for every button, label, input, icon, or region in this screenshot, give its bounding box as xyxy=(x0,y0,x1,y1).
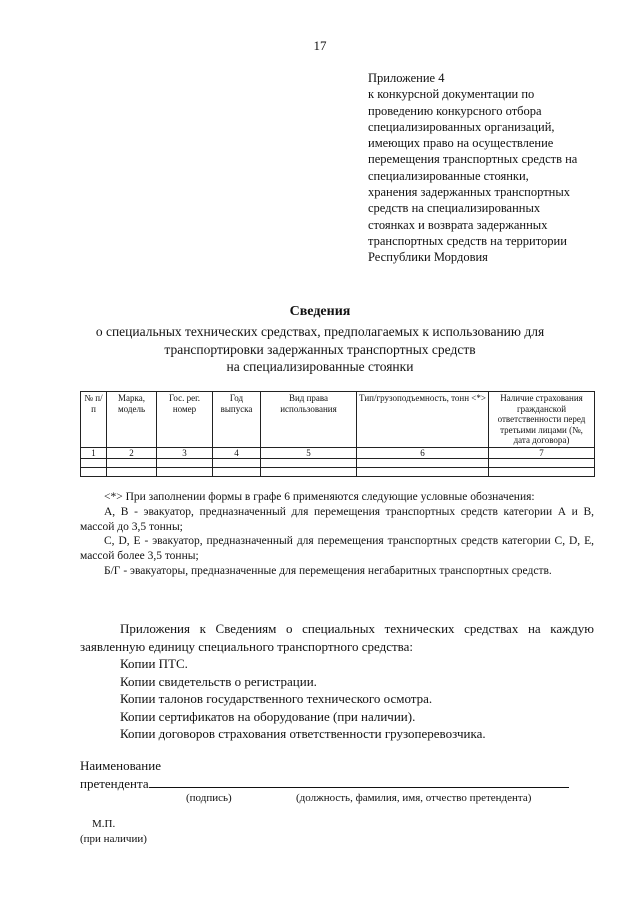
appendix-line: специализированные стоянки, xyxy=(368,168,529,183)
column-header: Гос. рег. номер xyxy=(157,392,213,448)
column-number: 4 xyxy=(213,447,261,458)
table-cell xyxy=(261,467,357,476)
column-number: 7 xyxy=(489,447,595,458)
appendix-header xyxy=(368,70,618,266)
table-row xyxy=(81,458,595,467)
form-notes xyxy=(80,490,594,579)
table-row xyxy=(81,467,595,476)
document-title: Сведения xyxy=(289,304,351,319)
appendix-line: имеющих право на осуществление xyxy=(368,136,554,151)
stamp-label: М.П. xyxy=(92,818,116,830)
attachment-item: Копии свидетельств о регистрации. xyxy=(120,673,317,689)
stamp-note: (при наличии) xyxy=(80,833,147,845)
column-number-row xyxy=(81,447,595,458)
attachment-item: Копии ПТС. xyxy=(120,656,188,671)
table-cell xyxy=(157,458,213,467)
column-number: 6 xyxy=(357,447,489,458)
page-number: 17 xyxy=(313,38,327,53)
note-item: А, В - эвакуатор, предназначенный для перемещения транспортных средств категории А и В, массой до 3,5 тонны; xyxy=(80,505,594,533)
subtitle-line: о специальных технических средствах, предполагаемых к использованию для xyxy=(95,324,545,339)
table-cell xyxy=(357,458,489,467)
appendix-line: специализированных организаций, xyxy=(368,119,555,134)
table-cell xyxy=(107,467,157,476)
appendix-line: перемещения транспортных средств на xyxy=(368,152,578,167)
column-number: 1 xyxy=(81,447,107,458)
table-header-row xyxy=(81,392,595,448)
column-header: Марка, модель xyxy=(107,392,157,448)
vehicles-table xyxy=(80,391,595,477)
appendix-line: к конкурсной документации по xyxy=(368,87,535,102)
column-number: 3 xyxy=(157,447,213,458)
applicant-label: Наименование xyxy=(80,758,161,773)
applicant-line xyxy=(80,774,569,792)
column-header: № п/п xyxy=(81,392,107,448)
column-number: 5 xyxy=(261,447,357,458)
applicant-block xyxy=(80,757,569,792)
subtitle-line: на специализированные стоянки xyxy=(226,359,414,374)
note-item: Б/Г - эвакуаторы, предназначенные для перемещения негабаритных транспортных средств. xyxy=(104,564,552,577)
subtitle-line: транспортировки задержанных транспортных средств xyxy=(164,341,476,357)
appendix-line: хранения задержанных транспортных xyxy=(368,185,570,200)
attachment-item: Копии сертификатов на оборудование (при наличии). xyxy=(120,708,416,724)
appendix-line: средств на специализированных xyxy=(368,201,541,216)
signature-line xyxy=(149,774,569,788)
position-caption: (должность, фамилия, имя, отчество претендента) xyxy=(296,792,532,804)
appendix-line: Приложение 4 xyxy=(368,71,445,85)
column-header: Год выпуска xyxy=(213,392,261,448)
signature-caption: (подпись) xyxy=(186,792,232,804)
table-cell xyxy=(157,467,213,476)
table-cell xyxy=(489,467,595,476)
appendix-line: Республики Мордовия xyxy=(368,250,488,265)
table-cell xyxy=(81,467,107,476)
table-cell xyxy=(81,458,107,467)
note-intro: <*> При заполнении формы в графе 6 применяются следующие условные обозначения: xyxy=(104,491,535,503)
column-header: Вид права использования xyxy=(261,392,357,448)
document-subtitle xyxy=(0,323,640,376)
table-cell xyxy=(357,467,489,476)
table-cell xyxy=(213,458,261,467)
appendix-line: проведению конкурсного отбора xyxy=(368,103,542,118)
attachment-item: Копии талонов государственного технического осмотра. xyxy=(120,691,433,706)
column-header: Наличие страхования гражданской ответственности перед третьими лицами (№, дата договора) xyxy=(489,392,595,448)
applicant-label: претендента xyxy=(80,776,149,791)
attachments-intro: Приложения к Сведениям о специальных технических средствах на каждую заявленную единицу специального транспортного средства: xyxy=(80,621,594,654)
attachments-section xyxy=(80,620,594,743)
appendix-line: стоянках и возврата задержанных xyxy=(368,217,548,232)
table-cell xyxy=(489,458,595,467)
table-cell xyxy=(261,458,357,467)
table-cell xyxy=(107,458,157,467)
column-number: 2 xyxy=(107,447,157,458)
attachment-item: Копии договоров страхования ответственности грузоперевозчика. xyxy=(120,726,486,741)
appendix-line: транспортных средств на территории xyxy=(368,233,567,248)
note-item: С, D, Е - эвакуатор, предназначенный для перемещения транспортных средств категории С, D, Е, массой более 3,5 тонны; xyxy=(80,535,594,563)
table-cell xyxy=(213,467,261,476)
column-header: Тип/грузоподъемность, тонн <*> xyxy=(357,392,489,448)
